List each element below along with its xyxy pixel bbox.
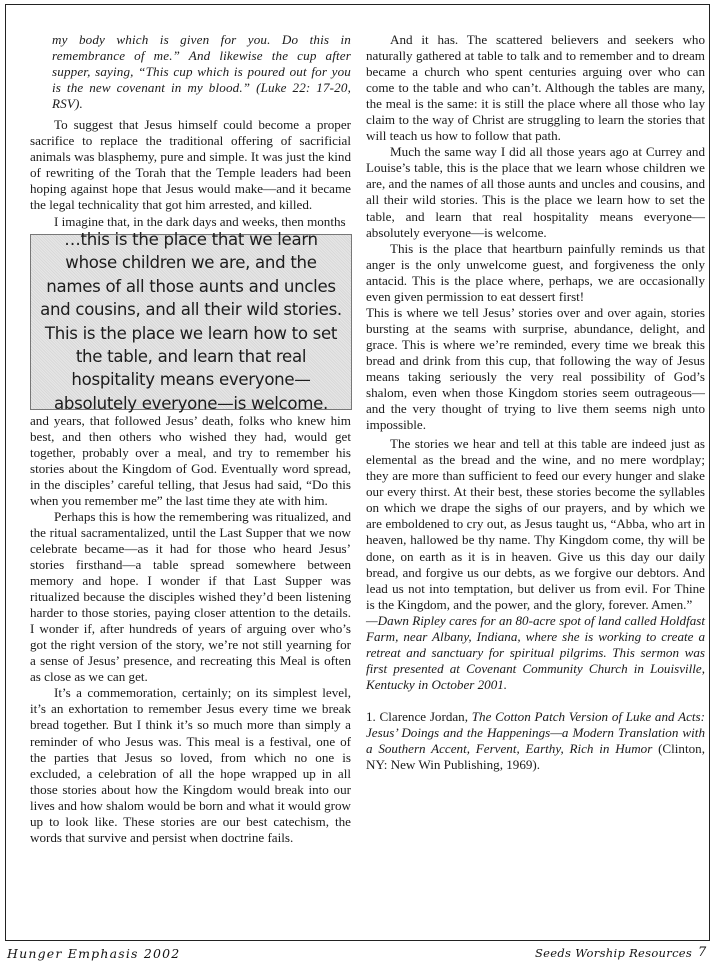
paragraph: I imagine that, in the dark days and weeks, then months bbox=[54, 213, 346, 229]
paragraph: Much the same way I did all those years ago at Currey and Louise’s table, this is the place that we learn whose children we are, and the names of all those aunts and uncles and cousins, and all their wild stories. This is the place we learn how to set the table, and learn that real hospitality means everyone—absolutely everyone—is welcome. bbox=[366, 144, 705, 240]
paragraph: And it has. The scattered believers and seekers who naturally gathered at table to talk and to remember and to dream became a church who spent centuries arguing over who can come to the table and who can’t. Although the tables are many, the meal is the same: it is still the place where all those who lay claim to the way of Christ are struggling to learn the stories that will teach us how to follow that path. bbox=[366, 32, 705, 144]
footnote bbox=[366, 709, 705, 773]
footnote-title: The Cotton Patch Version of Luke and Acts: Jesus’ Doings and the Happenings—a Modern Translation with a Southern Accent, Fervent, Earthy, Rich in Humor bbox=[366, 708, 705, 757]
footnote-author: 1. Clarence Jordan, bbox=[366, 708, 472, 724]
pull-quote-box bbox=[30, 229, 352, 413]
paragraph: It’s a commemoration, certainly; on its simplest level, it’s an exhortation to remember Jesus every time we break bread together. But I think it’s so much more than simply a reminder of who Jesus was. This meal is a festival, one of the parties that Jesus so loved, from which no one is excluded, a celebration of all the hope wrapped up in all those stories about how the Kingdom would break into our lives and how shalom would be born and what it would grow up to look like. These stories are our best catechism, the words that survive and persist when doctrine fails. bbox=[30, 685, 351, 845]
paragraph: The stories we hear and tell at this table are indeed just as elemental as the bread and the wine, and no mere wordplay; they are more than sufficient to feed our every hunger and slake our every thirst. At their best, these stories become the syllables on which we drape the sighs of our prayers, and by which we are emboldened to cry out, as Jesus taught us, “Abba, who art in heaven, hallowed be thy name. Thy Kingdom come, thy will be done, on earth as it is in heaven. Give us this day our daily bread, and forgive us our debts, as we forgive our debtors. And lead us not into temptation, but deliver us from evil. For Thine is the Kingdom, and the power, and the glory, forever. Amen.” bbox=[366, 436, 705, 612]
footer-series: Seeds Worship Resources bbox=[535, 946, 693, 960]
paragraph: To suggest that Jesus himself could become a proper sacrifice to replace the traditional offering of sacrificial animals was blasphemy, pure and simple. It was just the kind of rewriting of the Torah that the Temple leaders had been hoping against hope that Jesus would make—and it became the legal technicality that got him arrested, and killed. bbox=[30, 117, 351, 213]
left-column bbox=[30, 32, 351, 846]
footer-publication: Hunger Emphasis 2002 bbox=[7, 946, 181, 961]
author-bio: —Dawn Ripley cares for an 80-acre spot of land called Holdfast Farm, near Albany, Indiana, where she is working to create a retreat and sanctuary for spiritual pilgrims. This sermon was first presented at Covenant Community Church in Louisville, Kentucky in October 2001. bbox=[366, 612, 705, 692]
paragraph-continuation: and years, that followed Jesus’ death, folks who knew him best, and then others who wished they had, would get together, probably over a meal, and try to remember his stories about the Kingdom of God. Eventually word spread, in the disciples’ careful telling, that Jesus had said, “Do this when you remember me” the last time they ate with him. bbox=[30, 412, 351, 508]
right-column bbox=[366, 32, 705, 773]
paragraph: This is where we tell Jesus’ stories over and over again, stories bursting at the seams with surprise, abundance, delight, and grace. This is where we’re reminded, every time we break this bread and drink from this cup, that following the way of Jesus means taking seriously the very real possibility of God’s shalom, even when those Kingdom stories seem outrageous—and the very thought of trying to live them seems nigh unto impossible. bbox=[366, 304, 705, 433]
paragraph: Perhaps this is how the remembering was ritualized, and the ritual sacramentalized, until the Last Supper that we now celebrate became—as it had for those who heard Jesus’ stories firsthand—a table spread somewhere between memory and hope. I wonder if that Last Supper was ritualized because the disciples wished they’d been listening harder to those stories, paying closer attention to the details. I wonder if, after hundreds of years of arguing over who’s got the right version of the story, we’re not still yearning for a sense of Jesus’ presence, and recreating this Meal is often as close as we can get. bbox=[30, 508, 351, 685]
pull-quote-text: …this is the place that we learn whose children we are, and the names of all those aunts and uncles and cousins, and all their wild stories. This is the place we learn how to set the table, and learn that real hospitality means everyone—absolutely everyone—is welcome. bbox=[40, 229, 342, 413]
paragraph: This is the place that heartburn painfully reminds us that anger is the only unwelcome guest, and forgiveness the only antacid. This is the place where, perhaps, we are occasionally even given permission to eat dessert first! bbox=[366, 240, 705, 304]
page-number: 7 bbox=[698, 945, 707, 960]
scripture-quote: my body which is given for you. Do this in remembrance of me.” And likewise the cup after supper, saying, “This cup which is poured out for you is the new covenant in my blood.” (Luke 22: 17-20, RSV). bbox=[52, 32, 351, 112]
footnote-publication: (Clinton, NY: New Win Publishing, 1969). bbox=[366, 741, 705, 773]
